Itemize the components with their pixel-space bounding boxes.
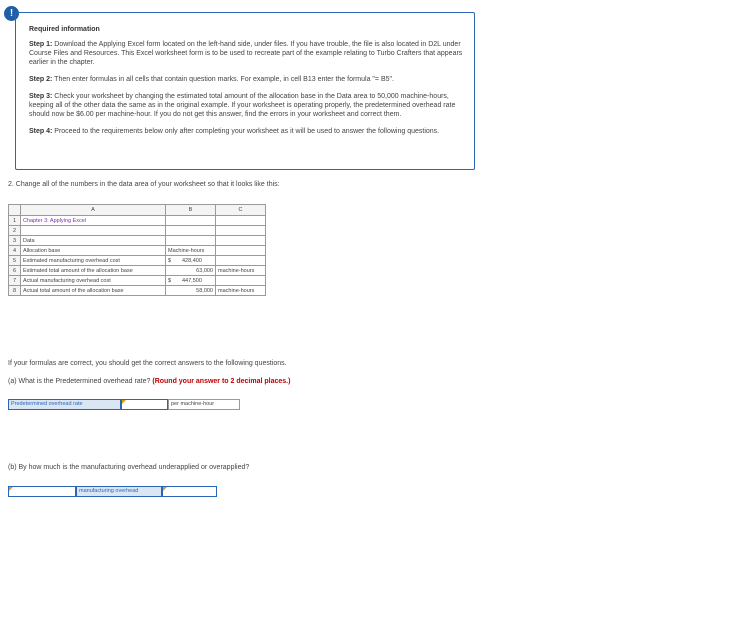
underapplied-overapplied-dropdown[interactable] xyxy=(8,486,76,497)
row-number: 4 xyxy=(9,246,21,256)
overhead-amount-input[interactable] xyxy=(162,486,217,497)
actual-base-unit: machine-hours xyxy=(216,286,266,296)
spreadsheet xyxy=(8,204,266,296)
column-header-c: C xyxy=(216,205,266,216)
allocation-base-value: Machine-hours xyxy=(166,246,216,256)
rate-label: Predetermined overhead rate xyxy=(8,399,121,410)
cell xyxy=(216,236,266,246)
row-number: 6 xyxy=(9,266,21,276)
cell xyxy=(216,276,266,286)
sheet-title: Chapter 3: Applying Excel xyxy=(21,216,166,226)
actual-base-label: Actual total amount of the allocation base xyxy=(21,286,166,296)
rate-input[interactable] xyxy=(121,399,168,410)
corner-cell xyxy=(9,205,21,216)
cell xyxy=(216,216,266,226)
step-3: Step 3: Check your worksheet by changing the estimated total amount of the allocation base in the Data area to 50,000 machine-hours, keeping all of the other data the same as in the original example. If your worksheet is operating properly, the predetermined overhead rate should now be $6.00 per machine-hour. If you do not get this answer, find the errors in your worksheet and correct them. xyxy=(29,93,456,118)
estimated-base-value: 63,000 xyxy=(166,266,216,276)
actual-overhead-value: $ 447,500 xyxy=(166,276,216,286)
actual-base-value: 58,000 xyxy=(166,286,216,296)
step-4: Step 4: Proceed to the requirements below only after completing your worksheet as it will be used to answer the following questions. xyxy=(29,128,440,135)
cell xyxy=(21,226,166,236)
part-b-question: (b) By how much is the manufacturing overhead underapplied or overapplied? xyxy=(8,464,250,471)
cell xyxy=(166,216,216,226)
cell xyxy=(216,246,266,256)
actual-overhead-label: Actual manufacturing overhead cost xyxy=(21,276,166,286)
alert-icon: ! xyxy=(4,6,19,21)
estimated-base-unit: machine-hours xyxy=(216,266,266,276)
column-header-a: A xyxy=(21,205,166,216)
column-header-b: B xyxy=(166,205,216,216)
row-number: 8 xyxy=(9,286,21,296)
required-information-box xyxy=(15,12,475,170)
cell xyxy=(166,236,216,246)
cell xyxy=(216,256,266,266)
row-number: 2 xyxy=(9,226,21,236)
step-2: Step 2: Then enter formulas in all cells that contain question marks. For example, in cell B13 enter the formula "= B5". xyxy=(29,76,394,83)
row-number: 5 xyxy=(9,256,21,266)
part-a-question: (a) What is the Predetermined overhead rate? (Round your answer to 2 decimal places.) xyxy=(8,378,291,385)
part-b-answer-row xyxy=(8,486,217,497)
allocation-base-label: Allocation base xyxy=(21,246,166,256)
cell xyxy=(216,226,266,236)
data-heading: Data xyxy=(21,236,166,246)
estimated-overhead-label: Estimated manufacturing overhead cost xyxy=(21,256,166,266)
if-correct-text: If your formulas are correct, you should get the correct answers to the following questions. xyxy=(8,360,287,367)
row-number: 7 xyxy=(9,276,21,286)
estimated-base-label: Estimated total amount of the allocation base xyxy=(21,266,166,276)
part-a-answer-row xyxy=(8,399,240,410)
info-title: Required information xyxy=(29,26,100,33)
step-1: Step 1: Download the Applying Excel form located on the left-hand side, under files. If you have trouble, the file is also located in D2L under Course Files and Resources. This Excel worksheet form is to be used to recreate part of the example relating to Turbo Crafters that appears earlier in the chapter. xyxy=(29,41,463,66)
overhead-label: manufacturing overhead xyxy=(76,486,162,497)
question-2: 2. Change all of the numbers in the data area of your worksheet so that it looks like this: xyxy=(8,181,280,188)
estimated-overhead-value: $ 428,400 xyxy=(166,256,216,266)
row-number: 3 xyxy=(9,236,21,246)
cell xyxy=(166,226,216,236)
row-number: 1 xyxy=(9,216,21,226)
rate-unit: per machine-hour xyxy=(168,399,240,410)
